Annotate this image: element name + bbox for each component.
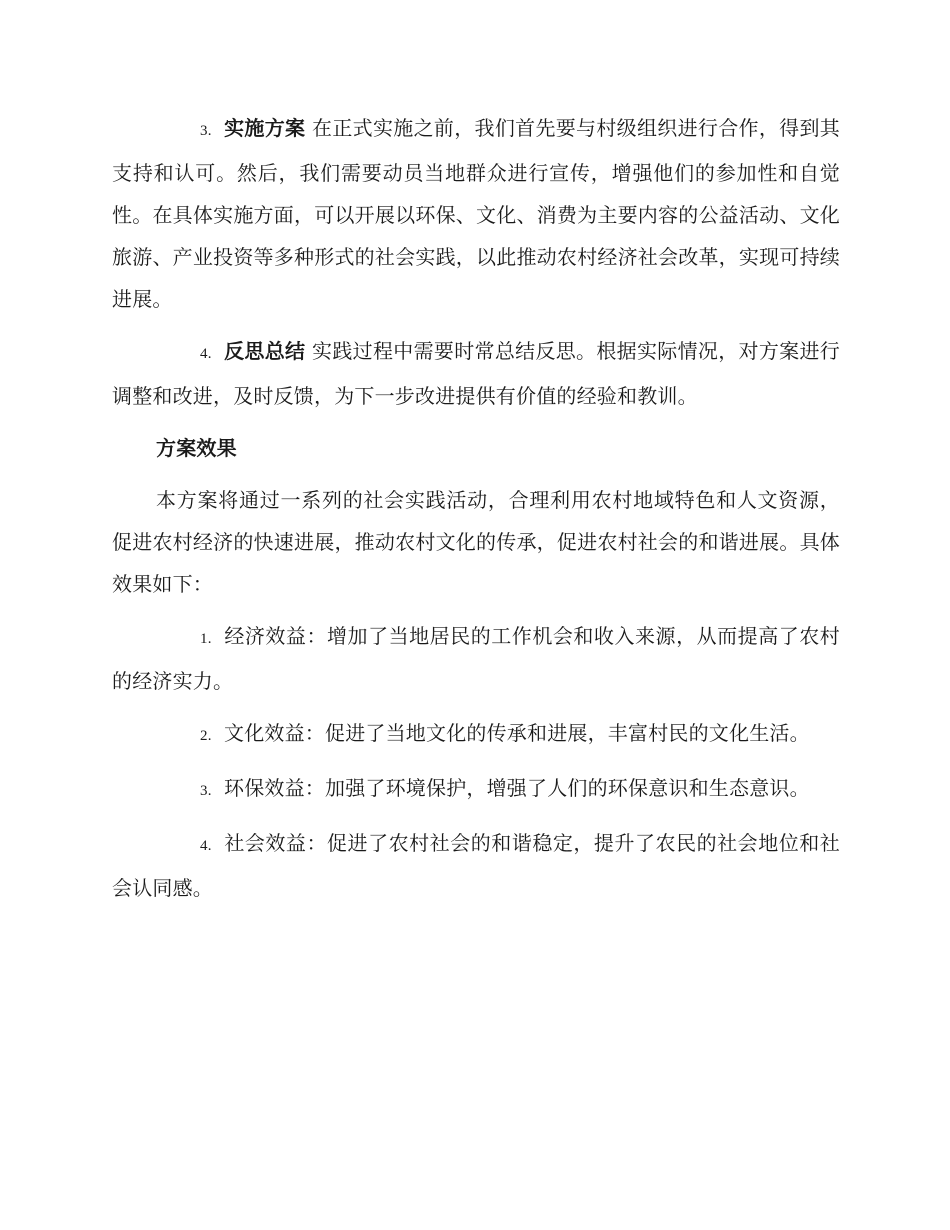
step-item-implementation [112, 107, 840, 320]
list-number: 4. [200, 838, 212, 854]
section-intro: 本方案将通过一系列的社会实践活动，合理利用农村地域特色和人文资源，促进农村经济的快速进展，推动农村文化的传承，促进农村社会的和谐进展。具体效果如下： [112, 488, 840, 596]
list-number: 4. [200, 346, 212, 362]
list-number: 1. [200, 631, 212, 647]
effect-item-economic [112, 615, 840, 702]
step-item-reflection [112, 330, 840, 417]
effect-text: 经济效益：增加了当地居民的工作机会和收入来源，从而提高了农村的经济实力。 [112, 624, 840, 693]
effect-item-cultural [112, 712, 840, 757]
effect-text: 环保效益：加强了环境保护，增强了人们的环保意识和生态意识。 [224, 776, 810, 800]
effect-item-social [112, 822, 840, 909]
effect-text: 文化效益：促进了当地文化的传承和进展，丰富村民的文化生活。 [224, 721, 810, 745]
document-page [112, 107, 840, 919]
step-title: 反思总结 [224, 339, 306, 363]
step-text: 在正式实施之前，我们首先要与村级组织进行合作，得到其支持和认可。然后，我们需要动员当地群众进行宣传，增强他们的参加性和自觉性。在具体实施方面，可以开展以环保、文化、消费为主要内容的公益活动、文化旅游、产业投资等多种形式的社会实践，以此推动农村经济社会改革，实现可持续进展。 [112, 116, 840, 311]
section-heading: 方案效果 [156, 436, 237, 460]
step-text: 实践过程中需要时常总结反思。根据实际情况，对方案进行调整和改进，及时反馈，为下一步改进提供有价值的经验和教训。 [112, 339, 840, 408]
effect-text: 社会效益：促进了农村社会的和谐稳定，提升了农民的社会地位和社会认同感。 [112, 831, 840, 900]
list-number: 3. [200, 783, 212, 799]
list-number: 3. [200, 123, 212, 139]
step-title: 实施方案 [224, 116, 306, 140]
list-number: 2. [200, 728, 212, 744]
effect-item-environmental [112, 767, 840, 812]
